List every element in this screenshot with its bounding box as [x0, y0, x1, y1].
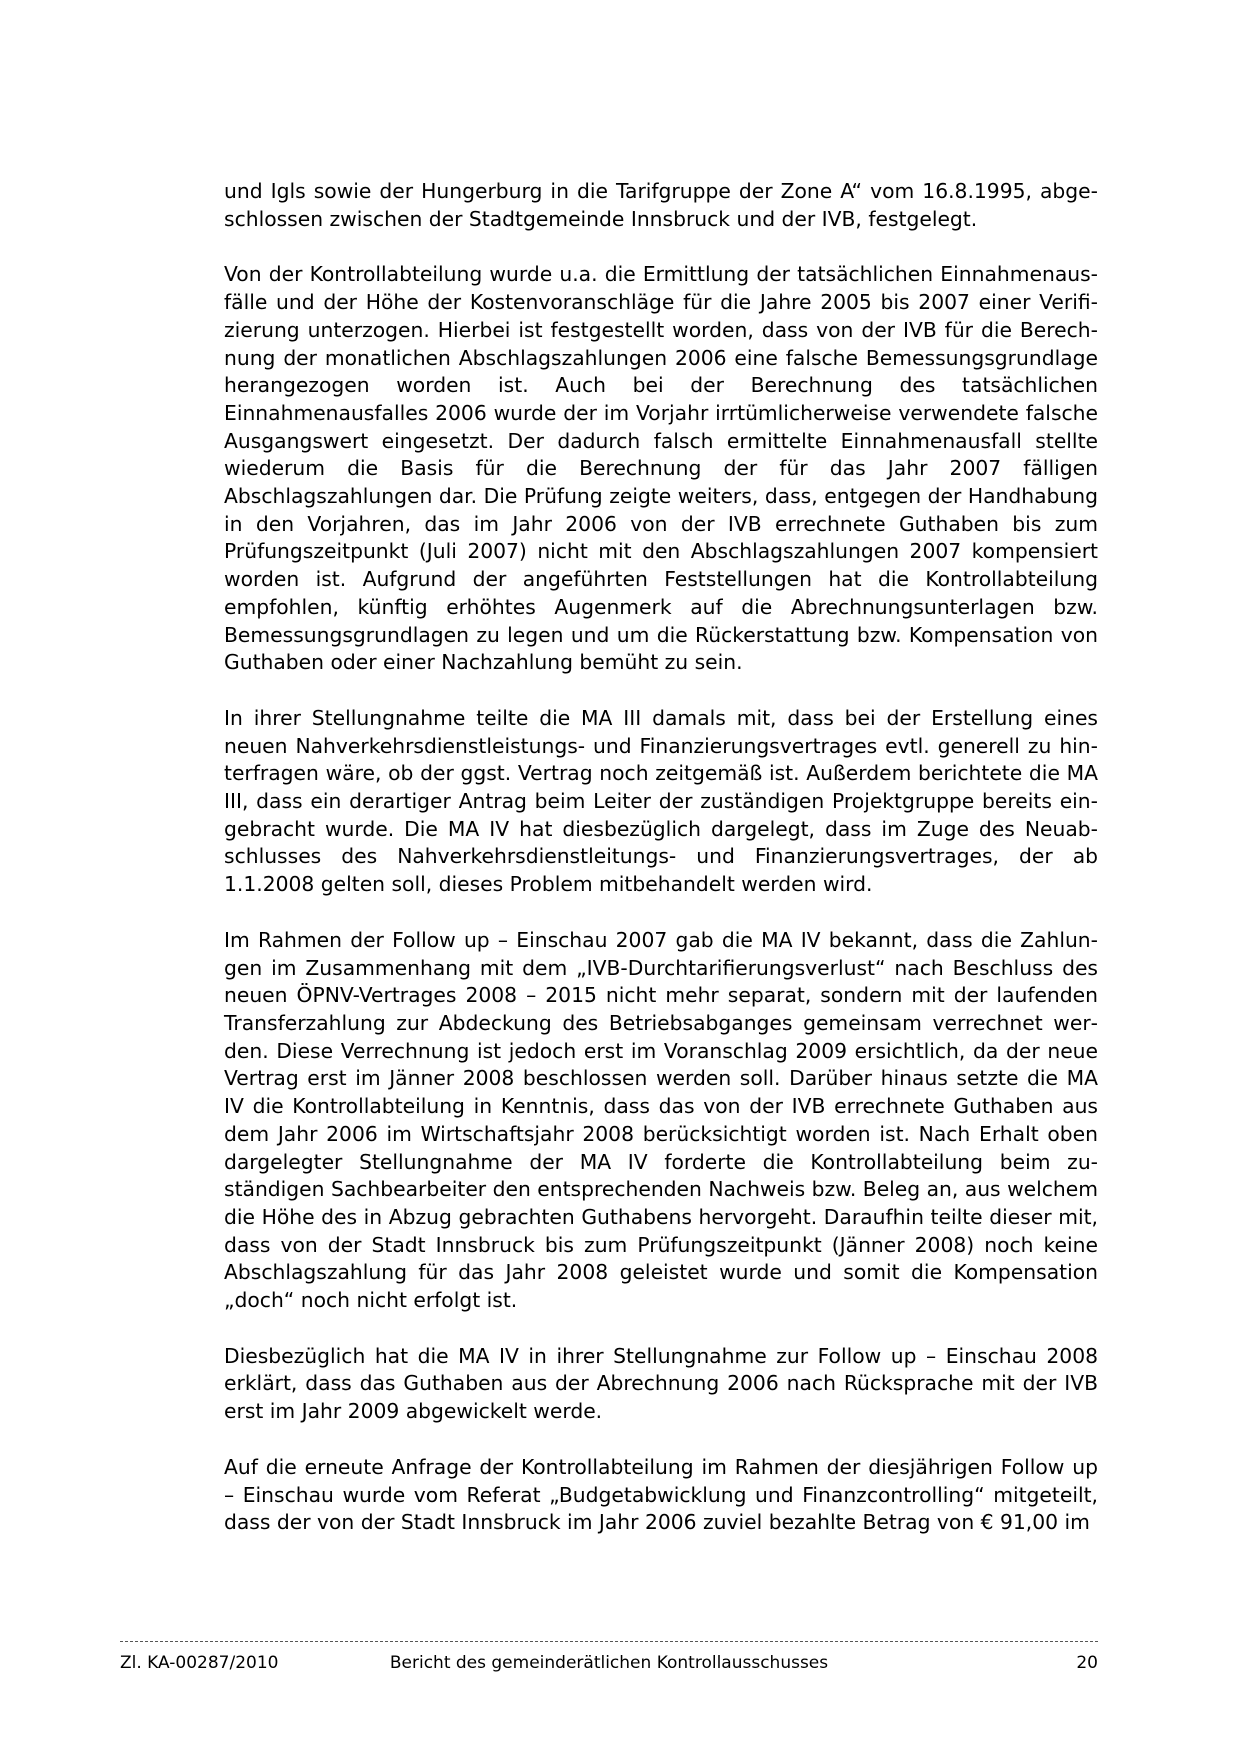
report-title: Bericht des gemeinderätlichen Kontrollausschusses	[389, 1653, 829, 1673]
paragraph-2: Von der Kontrollabteilung wurde u.a. die Ermittlung der tatsächlichen Einnahmenausfälle und der Höhe der Kostenvoranschläge für die Jahre 2005 bis 2007 einer Verifizierung unterzogen. Hierbei ist festgestellt worden, dass von der IVB für die Berechnung der monatlichen Abschlagszahlungen 2006 eine falsche Bemessungsgrundlage herangezogen worden ist. Auch bei der Berechnung des tatsächlichen Einnahmenausfalles 2006 wurde der im Vorjahr irrtümlicherweise verwendete falsche Ausgangswert eingesetzt. Der dadurch falsch ermittelte Einnahmenausfall stellte wiederum die Basis für die Berechnung der für das Jahr 2007 fälligen Abschlagszahlungen dar. Die Prüfung zeigte weiters, dass, entgegen der Handhabung in den Vorjahren, das im Jahr 2006 von der IVB errechnete Guthaben bis zum Prüfungszeitpunkt (Juli 2007) nicht mit den Abschlagszahlungen 2007 kompensiert worden ist. Aufgrund der angeführten Feststellungen hat die Kontrollabteilung empfohlen, künftig erhöhtes Augenmerk auf die Abrechnungsunterlagen bzw. Bemessungsgrundlagen zu legen und um die Rückerstattung bzw. Kompensation von Guthaben oder einer Nachzahlung bemüht zu sein.	[224, 262, 1098, 675]
paragraph-5: Diesbezüglich hat die MA IV in ihrer Stellungnahme zur Follow up – Einschau 2008 erklärt, dass das Guthaben aus der Abrechnung 2006 nach Rücksprache mit der IVB erst im Jahr 2009 abgewickelt werde.	[224, 1343, 1098, 1424]
page-number: 20	[1076, 1653, 1098, 1673]
paragraph-6: Auf die erneute Anfrage der Kontrollabteilung im Rahmen der diesjährigen Follow up – Einschau wurde vom Referat „Budgetabwicklung und Finanzcontrolling“ mitgeteilt, dass der von der Stadt Innsbruck im Jahr 2006 zuviel bezahlte Betrag von € 91,00 im	[224, 1454, 1098, 1535]
document-reference: Zl. KA-00287/2010	[120, 1653, 279, 1673]
paragraph-4: Im Rahmen der Follow up – Einschau 2007 gab die MA IV bekannt, dass die Zahlungen im Zusammenhang mit dem „IVB-Durchtarifierungsverlust“ nach Beschluss des neuen ÖPNV-Vertrages 2008 – 2015 nicht mehr separat, sondern mit der laufenden Transferzahlung zur Abdeckung des Betriebsabganges gemeinsam verrechnet werden. Diese Verrechnung ist jedoch erst im Voranschlag 2009 ersichtlich, da der neue Vertrag erst im Jänner 2008 beschlossen werden soll. Darüber hinaus setzte die MA IV die Kontrollabteilung in Kenntnis, dass das von der IVB errechnete Guthaben aus dem Jahr 2006 im Wirtschaftsjahr 2008 berücksichtigt worden ist. Nach Erhalt oben dargelegter Stellungnahme der MA IV forderte die Kontrollabteilung beim zuständigen Sachbearbeiter den entsprechenden Nachweis bzw. Beleg an, aus welchem die Höhe des in Abzug gebrachten Guthabens hervorgeht. Daraufhin teilte dieser mit, dass von der Stadt Innsbruck bis zum Prüfungszeitpunkt (Jänner 2008) noch keine Abschlagszahlung für das Jahr 2008 geleistet wurde und somit die Kompensation „doch“ noch nicht erfolgt ist.	[224, 927, 1099, 1313]
paragraph-3: In ihrer Stellungnahme teilte die MA III damals mit, dass bei der Erstellung eines neuen Nahverkehrsdienstleistungs- und Finanzierungsvertrages evtl. generell zu hinterfragen wäre, ob der ggst. Vertrag noch zeitgemäß ist. Außerdem berichtete die MA III, dass ein derartiger Antrag beim Leiter der zuständigen Projektgruppe bereits eingebracht wurde. Die MA IV hat diesbezüglich dargelegt, dass im Zuge des Neuabschlusses des Nahverkehrsdienstleitungs- und Finanzierungsvertrages, der ab 1.1.2008 gelten soll, dieses Problem mitbehandelt werden wird.	[224, 705, 1098, 897]
footer-divider	[120, 1641, 1098, 1642]
paragraph-1: und Igls sowie der Hungerburg in die Tarifgruppe der Zone A“ vom 16.8.1995, abgeschlossen zwischen der Stadtgemeinde Innsbruck und der IVB, festgelegt.	[224, 179, 1098, 231]
body-text	[224, 178, 1098, 1565]
